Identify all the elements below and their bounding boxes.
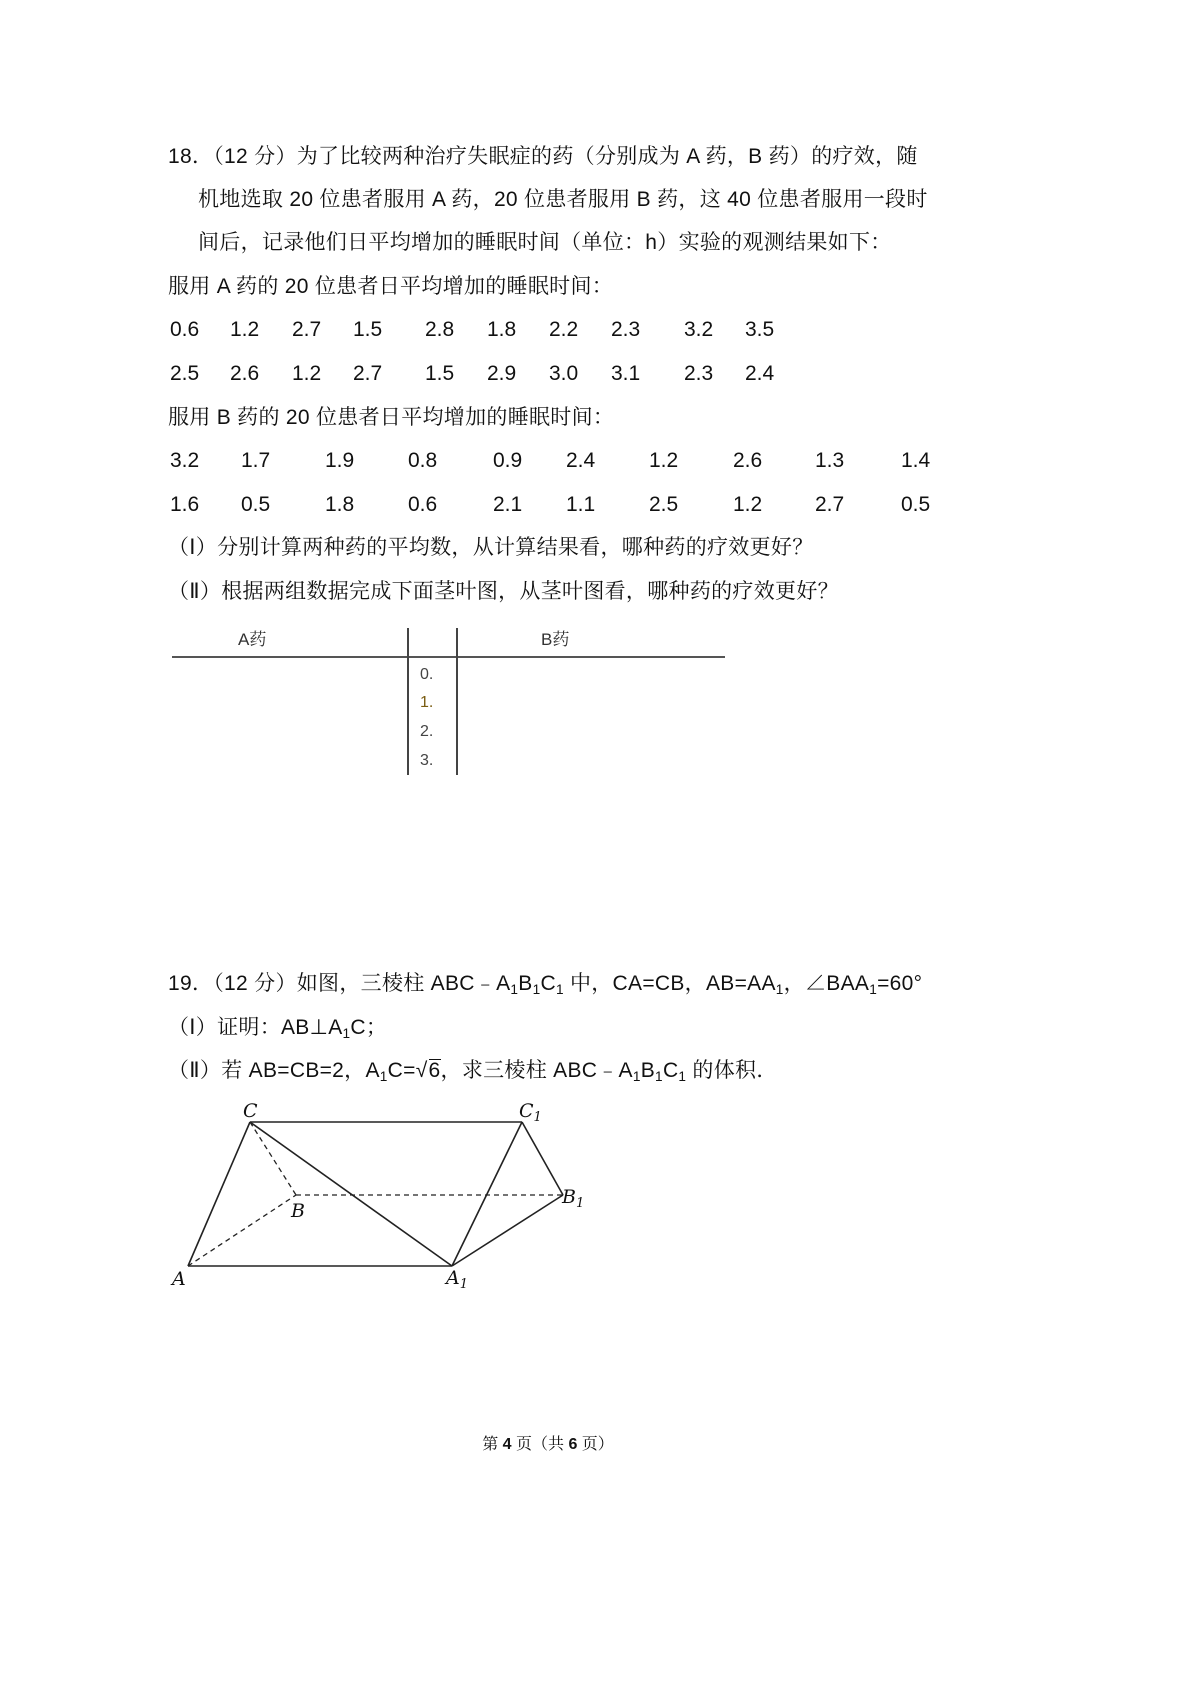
vertex-label-sub: 1: [459, 1277, 469, 1292]
radicand: 6: [428, 1059, 441, 1082]
group-a-value: 1.2: [292, 362, 322, 385]
text-segment: C；: [350, 1016, 388, 1039]
group-b-value: 0.6: [408, 493, 438, 516]
text-segment: C: [662, 1059, 679, 1082]
group-b-value: 1.7: [241, 449, 271, 472]
vertex-label-base: B: [291, 1200, 305, 1222]
subscript: 1: [678, 1069, 687, 1085]
group-a-value: 3.5: [745, 318, 775, 341]
group-b-value: 2.5: [649, 493, 679, 516]
q18-part-1: （Ⅰ）分别计算两种药的平均数，从计算结果看，哪种药的疗效更好？: [168, 536, 814, 559]
vertex-label-b: [290, 1200, 305, 1222]
group-a-value: 3.0: [549, 362, 579, 385]
subscript: 1: [869, 982, 878, 998]
group-b-value: 0.5: [241, 493, 271, 516]
q19-part-1: [168, 1015, 387, 1041]
text-segment: ，∠BAA: [783, 972, 870, 995]
subscript: 1: [379, 1069, 388, 1085]
vertex-label-b1: [561, 1186, 584, 1211]
text-segment: B: [518, 972, 533, 995]
group-a-value: 2.6: [230, 362, 260, 385]
vertex-label-sub: 1: [575, 1196, 585, 1211]
edge-c-a1: [250, 1122, 452, 1266]
vertex-label-base: A: [172, 1268, 186, 1290]
stem-leaf-header-rule: [172, 656, 725, 658]
group-b-heading: 服用 B 药的 20 位患者日平均增加的睡眠时间：: [168, 406, 615, 429]
group-a-value: 2.5: [170, 362, 200, 385]
vertex-label-sub: 1: [533, 1110, 542, 1125]
group-a-value: 0.6: [170, 318, 200, 341]
vertex-label-base: C: [243, 1100, 258, 1122]
text-segment: （Ⅰ）证明：AB⊥A: [168, 1016, 343, 1039]
subscript: 1: [532, 982, 541, 998]
stem-leaf-header-b: B药: [541, 630, 570, 649]
group-a-value: 2.3: [684, 362, 714, 385]
edge-a-b: [188, 1195, 296, 1266]
text-segment: =60°: [877, 972, 923, 995]
group-b-value: 2.1: [493, 493, 523, 516]
vertex-label-a1: [444, 1267, 468, 1292]
footer-suffix: 页）: [577, 1436, 614, 1453]
subscript: 1: [555, 982, 564, 998]
text-segment: C: [540, 972, 556, 995]
subscript: 1: [655, 1069, 663, 1085]
footer-page-number: 4: [502, 1436, 512, 1453]
group-a-value: 3.2: [684, 318, 714, 341]
group-b-value: 0.5: [901, 493, 931, 516]
stem-leaf-divider-left: [407, 628, 409, 775]
group-a-value: 1.8: [487, 318, 517, 341]
group-a-value: 1.2: [230, 318, 260, 341]
stem-label: 0.: [420, 666, 434, 683]
stem-label: 2.: [420, 723, 434, 740]
page-footer: [448, 1434, 648, 1456]
group-b-value: 0.8: [408, 449, 438, 472]
edge-c-a: [188, 1122, 250, 1266]
group-a-heading: 服用 A 药的 20 位患者日平均增加的睡眠时间：: [168, 275, 614, 298]
text-segment: B: [640, 1059, 656, 1082]
group-a-value: 2.2: [549, 318, 579, 341]
group-b-value: 1.1: [566, 493, 596, 516]
group-b-value: 1.3: [815, 449, 845, 472]
group-a-value: 1.5: [425, 362, 455, 385]
stem-leaf-header-a: A药: [238, 630, 267, 649]
edge-c1-b1: [522, 1122, 563, 1195]
q18-part-2: （Ⅱ）根据两组数据完成下面茎叶图，从茎叶图看，哪种药的疗效更好？: [168, 580, 839, 603]
group-b-value: 1.9: [325, 449, 355, 472]
group-b-value: 2.4: [566, 449, 596, 472]
vertex-label-base: B: [562, 1186, 576, 1208]
subscript: 1: [342, 1026, 351, 1042]
vertex-label-base: A: [446, 1267, 460, 1289]
text-segment: 19．（12 分）如图，三棱柱 ABC﹣A: [168, 972, 511, 995]
group-a-value: 2.9: [487, 362, 517, 385]
q18-line-1: 18．（12 分）为了比较两种治疗失眠症的药（分别成为 A 药，B 药）的疗效，随: [168, 145, 918, 168]
prism-figure: [160, 1095, 600, 1305]
group-a-value: 3.1: [611, 362, 641, 385]
group-b-value: 1.2: [649, 449, 679, 472]
group-a-value: 2.7: [353, 362, 383, 385]
subscript: 1: [775, 982, 784, 998]
group-a-value: 2.8: [425, 318, 455, 341]
text-segment: 中，CA=CB，AB=AA: [563, 972, 776, 995]
subscript: 1: [632, 1069, 641, 1085]
group-b-value: 1.2: [733, 493, 763, 516]
group-a-value: 2.7: [292, 318, 322, 341]
group-b-value: 2.6: [733, 449, 763, 472]
group-b-value: 2.7: [815, 493, 845, 516]
vertex-label-c: [243, 1100, 258, 1122]
group-b-value: 1.8: [325, 493, 355, 516]
stem-label: 3.: [420, 752, 434, 769]
stem-label: 1.: [420, 694, 434, 711]
q19-title: [168, 971, 922, 997]
stem-leaf-divider-right: [456, 628, 458, 775]
text-segment: C=√: [387, 1059, 428, 1082]
group-a-value: 2.3: [611, 318, 641, 341]
text-segment: 的体积．: [686, 1059, 778, 1082]
group-b-value: 1.6: [170, 493, 200, 516]
vertex-label-c1: [519, 1100, 542, 1125]
vertex-label-base: C: [519, 1100, 534, 1122]
subscript: 1: [510, 982, 519, 998]
group-a-value: 2.4: [745, 362, 775, 385]
group-b-value: 3.2: [170, 449, 200, 472]
q19-part-2: [168, 1058, 778, 1084]
text-segment: （Ⅱ）若 AB=CB=2，A: [168, 1059, 380, 1082]
vertex-label-a: [170, 1268, 186, 1290]
edge-c-b: [250, 1122, 296, 1195]
group-b-value: 0.9: [493, 449, 523, 472]
text-segment: ，求三棱柱 ABC﹣A: [440, 1059, 633, 1082]
q18-line-2: 机地选取 20 位患者服用 A 药，20 位患者服用 B 药，这 40 位患者服用一段时: [198, 188, 928, 211]
footer-prefix: 第: [482, 1436, 503, 1453]
footer-total-pages: 6: [568, 1436, 578, 1453]
group-b-value: 1.4: [901, 449, 931, 472]
footer-middle: 页（共: [511, 1436, 569, 1453]
q18-line-3: 间后，记录他们日平均增加的睡眠时间（单位：h）实验的观测结果如下：: [198, 231, 892, 254]
group-a-value: 1.5: [353, 318, 383, 341]
